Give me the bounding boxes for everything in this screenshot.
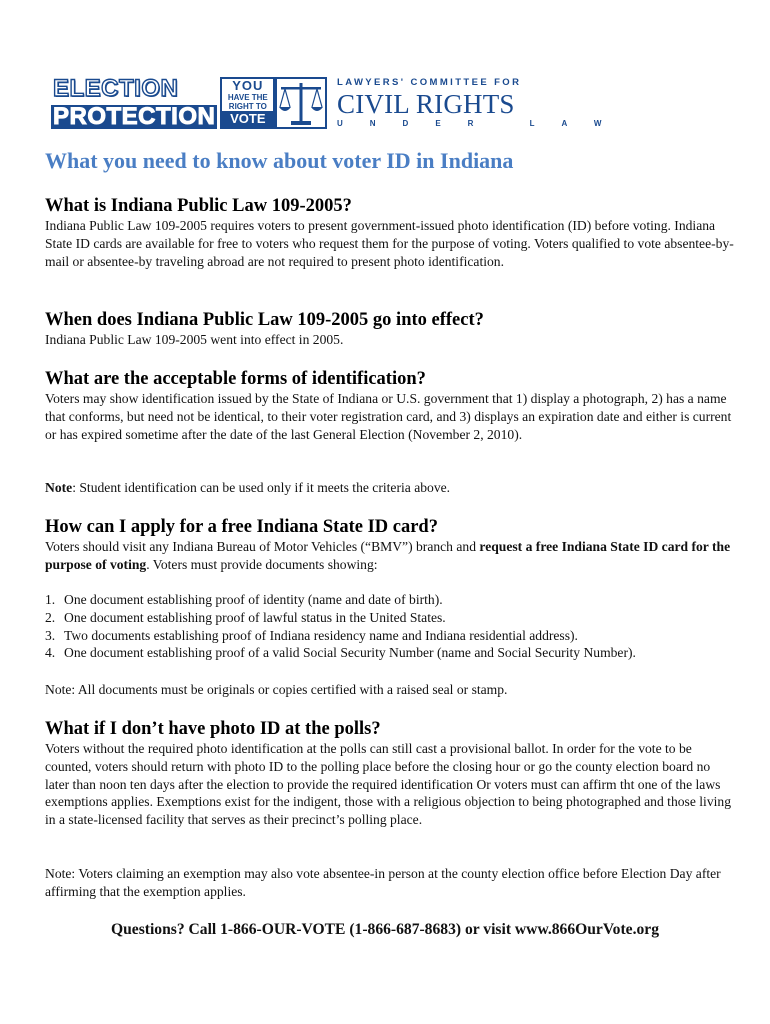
logo-civil-rights: CIVIL RIGHTS: [337, 88, 515, 119]
logo-word-election: ELECTION: [51, 77, 217, 101]
list-item-number: 2.: [45, 609, 56, 625]
section-body-free-id: [45, 538, 735, 574]
logo-you: YOU: [232, 78, 264, 93]
list-item-text: One document establishing proof of identity (name and date of birth).: [64, 592, 443, 607]
logo-word-protection: PROTECTION: [53, 103, 216, 130]
you-have-the-right-to-vote-badge: [220, 77, 275, 129]
scales-of-justice-icon: [275, 77, 327, 129]
section-heading-effective-date: When does Indiana Public Law 109-2005 go into effect?: [45, 310, 484, 330]
list-item-text: Two documents establishing proof of Indiana residency name and Indiana residential address).: [64, 627, 578, 643]
body-post: . Voters must provide documents showing:: [146, 556, 378, 572]
list-item: [45, 609, 735, 627]
logo-vote: VOTE: [222, 111, 273, 127]
lawyers-committee-wordmark: [337, 77, 628, 129]
section-heading-acceptable-id: What are the acceptable forms of identification?: [45, 369, 426, 389]
list-item: [45, 591, 735, 609]
note-label: Note: [45, 480, 73, 495]
list-item-text: One document establishing proof of lawful status in the United States.: [64, 609, 446, 625]
logo-lawyers-committee-for: LAWYERS' COMMITTEE FOR: [337, 77, 522, 88]
exemption-note: Note: Voters claiming an exemption may also vote absentee-in person at the county election office before Election Day after affirming that the exemption applies.: [45, 866, 721, 899]
contact-footer: Questions? Call 1-866-OUR-VOTE (1-866-687-8683) or visit www.866OurVote.org: [110, 921, 660, 938]
student-id-note: [45, 479, 735, 497]
election-protection-wordmark: [51, 77, 217, 129]
required-documents-list: [45, 591, 735, 662]
note-text: : Student identification can be used only if it meets the criteria above.: [72, 480, 451, 495]
list-item-text: One document establishing proof of a valid Social Security Number (name and Social Security Number).: [64, 645, 636, 661]
lawyers-committee-logo: [275, 77, 628, 129]
list-item-number: 3.: [45, 627, 56, 643]
section-heading-no-photo-id: What if I don’t have photo ID at the polls?: [45, 719, 381, 739]
list-item-number: 1.: [45, 592, 56, 607]
election-protection-logo: [51, 77, 275, 129]
section-heading-public-law: What is Indiana Public Law 109-2005?: [45, 196, 352, 216]
body-bold: request a free Indiana State ID card for the purpose of voting: [45, 539, 731, 572]
section-body-effective-date: Indiana Public Law 109-2005 went into effect in 2005.: [45, 332, 344, 347]
list-item: [45, 644, 735, 662]
section-body-no-photo-id: Voters without the required photo identification at the polls can still cast a provisional ballot. In order for the vote to be counted, voters should return with photo ID to the polling place before the closing hour or go the county election board no later than noon ten days after the election to provide the required identification Or voters must can affirm tht one of the laws exemptions applies. Exemptions exist for the indigent, those with a religious objection to being photographed and those living in a state-licensed facility that serves as their precinct’s polling place.: [45, 741, 731, 828]
page-title: What you need to know about voter ID in Indiana: [45, 148, 514, 173]
body-pre: Voters should visit any Indiana Bureau of Motor Vehicles (“BMV”) branch and: [45, 539, 480, 554]
logo-under-law: UNDER LAW: [337, 119, 629, 128]
section-body-public-law: Indiana Public Law 109-2005 requires voters to present government-issued photo identification (ID) before voting. Indiana State ID cards are available for free to voters who request them for the purpose of voting. Voters qualified to vote absentee-by-mail or absentee-by traveling abroad are not required to present photo identification.: [45, 218, 734, 269]
section-body-acceptable-id: Voters may show identification issued by the State of Indiana or U.S. government that 1) display a photograph, 2) has a name that conforms, but need not be identical, to their voter registration card, and 3) displays an expiration date and either is current or has expired sometime after the date of the last General Election (November 2, 2010).: [45, 391, 732, 442]
documents-note: Note: All documents must be originals or copies certified with a raised seal or stamp.: [45, 682, 508, 697]
logo-right-to: RIGHT TO: [228, 102, 267, 111]
section-heading-free-id: How can I apply for a free Indiana State ID card?: [45, 517, 438, 537]
logo-have-the: HAVE THE: [227, 93, 268, 102]
list-item: [45, 627, 735, 645]
list-item-number: 4.: [45, 645, 56, 661]
